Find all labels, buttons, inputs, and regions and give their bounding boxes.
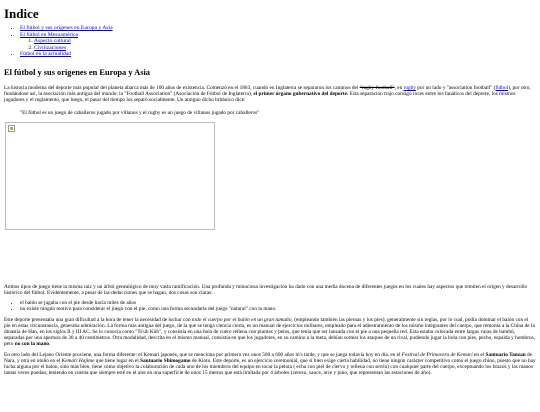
- bold-text: el primer órgano gubernativo del deporte.: [253, 91, 349, 98]
- broken-image-icon: [8, 125, 15, 132]
- toc-sublist: [20, 38, 536, 51]
- paragraph-intro: [4, 85, 536, 104]
- toc-subitem: [34, 38, 536, 45]
- toc-subitem: [34, 45, 536, 52]
- toc-link-mesoamerica[interactable]: El fútbol en Mesoamérica: [20, 31, 78, 38]
- bold-text: Santuario Shimogamo: [140, 357, 191, 364]
- text-run: La historia moderna del deporte más popular del planeta abarca más de 100 años de existencia. Comenzó en el 1863, cuando en Inglaterra se separaron los caminos del: [4, 84, 360, 91]
- table-of-contents: [4, 25, 536, 58]
- text-run: (empleando también las piernas y los pies), generalmente sin reglas, por lo cual, podía dominar el balón con el pie en estas circunstancia, generaba admiración. La forma más antigua del juego, de la que se tenga ciencia cierta, es un manual de ejercicios militares, empleado para el adiestramiento de los mismo integrantes del cuerpo, que remonta a la China de la dinastía de Han, en los siglos II y III AC. Se lo conocía como "Ts'uh Küh", y consistía en una bola de cuero rellena con plumas y pelos, que tenía que ser lanzada con el pie a una pequeña red. Esta estaba colocada entre largas varas de bambú, separadas por una apertura de 30 a 40 centímetros. Otra modalidad, descrita en el mismo manual, consistía en que los jugadores, en su camino a la meta, debían sortear los ataques de un rival, pudiendo jugar la bola con pies, pecho, espalda y hombros, pero: [4, 316, 535, 348]
- text-run: .: [49, 341, 51, 348]
- toc-item: [20, 51, 536, 58]
- document-page: [0, 7, 540, 376]
- toc-item: [20, 32, 536, 52]
- link-futbol[interactable]: fútbol: [495, 84, 509, 91]
- text-run: Esta separación trajo consigo roces entre los fanáticos del deporte, los mismos jugadores y el reglamento, que luego, el pasar del tiempo los separó socialmente. Un antiguo dicho británico dice:: [4, 91, 516, 104]
- bold-text: Santuario Tanzan: [485, 351, 526, 358]
- text-run: ), por otro, fundándose así, la asociación más antigua del mundo: la "Football Association" (Asociación de Fútbol de Inglaterra),: [4, 84, 531, 98]
- toc-link-aspecto-cultural[interactable]: Aspecto cultural: [34, 38, 71, 45]
- list-item: • no existe ningún motivo para considerar el juego con el pie, como una forma secundaria del juego "natural" con la mano.: [20, 306, 536, 312]
- link-rugby[interactable]: rugby: [403, 84, 416, 91]
- list-item: • el balón se jugaba con el pie desde hacía miles de años: [20, 300, 536, 306]
- italic-text: Kemari Hajime: [61, 357, 95, 364]
- text-run: de Kioto. Este deporte, es un ejercicio ceremonial, que si bien exige cierta habilidad, no tiene ningún carácter competitivo como el juego chino, puesto que no hay lucha alguna por el balón, sino más bien, tiene como objetivo la colaboración de cada uno de los miembros del equipo en tocar la pelota ( echa con piel de ciervo y rellena con serrín) con cualquier parte del cuerpo, exceptuando los brazos y las manos tantas veces puedan, teniendo en cuenta que siempre esté en el aire en una superficie de unos 15 metros que está limitada por 4 árboles (cerezo, sauce, arce y pino, que representan las estaciones de año).: [4, 357, 536, 377]
- text-run: En otro lado del Lejano Oriente proviene, una forma diferente: el Kemari japonés, que se menciona por primera vez unos 500 a 600 años m's tarde, y que se juega todavía hoy en día, en el: [4, 351, 402, 358]
- page-title: Indice: [4, 6, 39, 21]
- text-run: Este deporte presentaba una gran dificultad a la hora de tener la necesidad de luchar con: [4, 316, 192, 323]
- paragraph-roots: Ambos tipos de juego tiene la misma raíz y un árbol genealógico de muy vasta ramificación. Una profunda y minuciosa investigación ha dado con una media docena de diferentes juegos en los cuales hay aspectos que remiten el origen y desarrollo histórico del fútbol. Evidentemente, a pesar de las deducciones que se hagan, dos cosas son claras:: [4, 283, 528, 296]
- quote: "El fútbol es un juego de caballeros jugado por villanos y el rugby es un juego de villanos jugado por caballeros": [20, 109, 260, 116]
- text-run: de Nara, y otra en otoño en el: [4, 351, 533, 364]
- broken-image: [5, 122, 215, 230]
- text-run: en el: [472, 351, 486, 358]
- section-heading: El fútbol y sus origenes en Europa y Asia: [4, 67, 150, 77]
- text-run: que tiene lugar en el: [94, 357, 141, 364]
- toc-link-actualidad[interactable]: Fútbol en la actualidad: [20, 51, 72, 58]
- italic-text: todo el cuerpo por el balón en un gran tumulto,: [191, 316, 293, 323]
- paragraph-japan: [4, 352, 536, 377]
- bold-text: no con la mano: [14, 341, 50, 348]
- italic-text: Festival de Primavera de Kemari: [401, 351, 473, 358]
- text-run: , en: [394, 84, 404, 91]
- bullet-list: [4, 300, 536, 312]
- toc-link-civilizaciones[interactable]: Civilizaciones: [34, 44, 67, 51]
- toc-link-europa-asia[interactable]: El fútbol y sus origenes en Europa y Asia: [20, 25, 113, 31]
- text-run: por un lado y "association football" (: [415, 84, 496, 91]
- paragraph-china: [4, 317, 536, 348]
- toc-item: [20, 25, 536, 32]
- strike-text: "rugby-football": [359, 84, 395, 91]
- spacer: [4, 236, 536, 284]
